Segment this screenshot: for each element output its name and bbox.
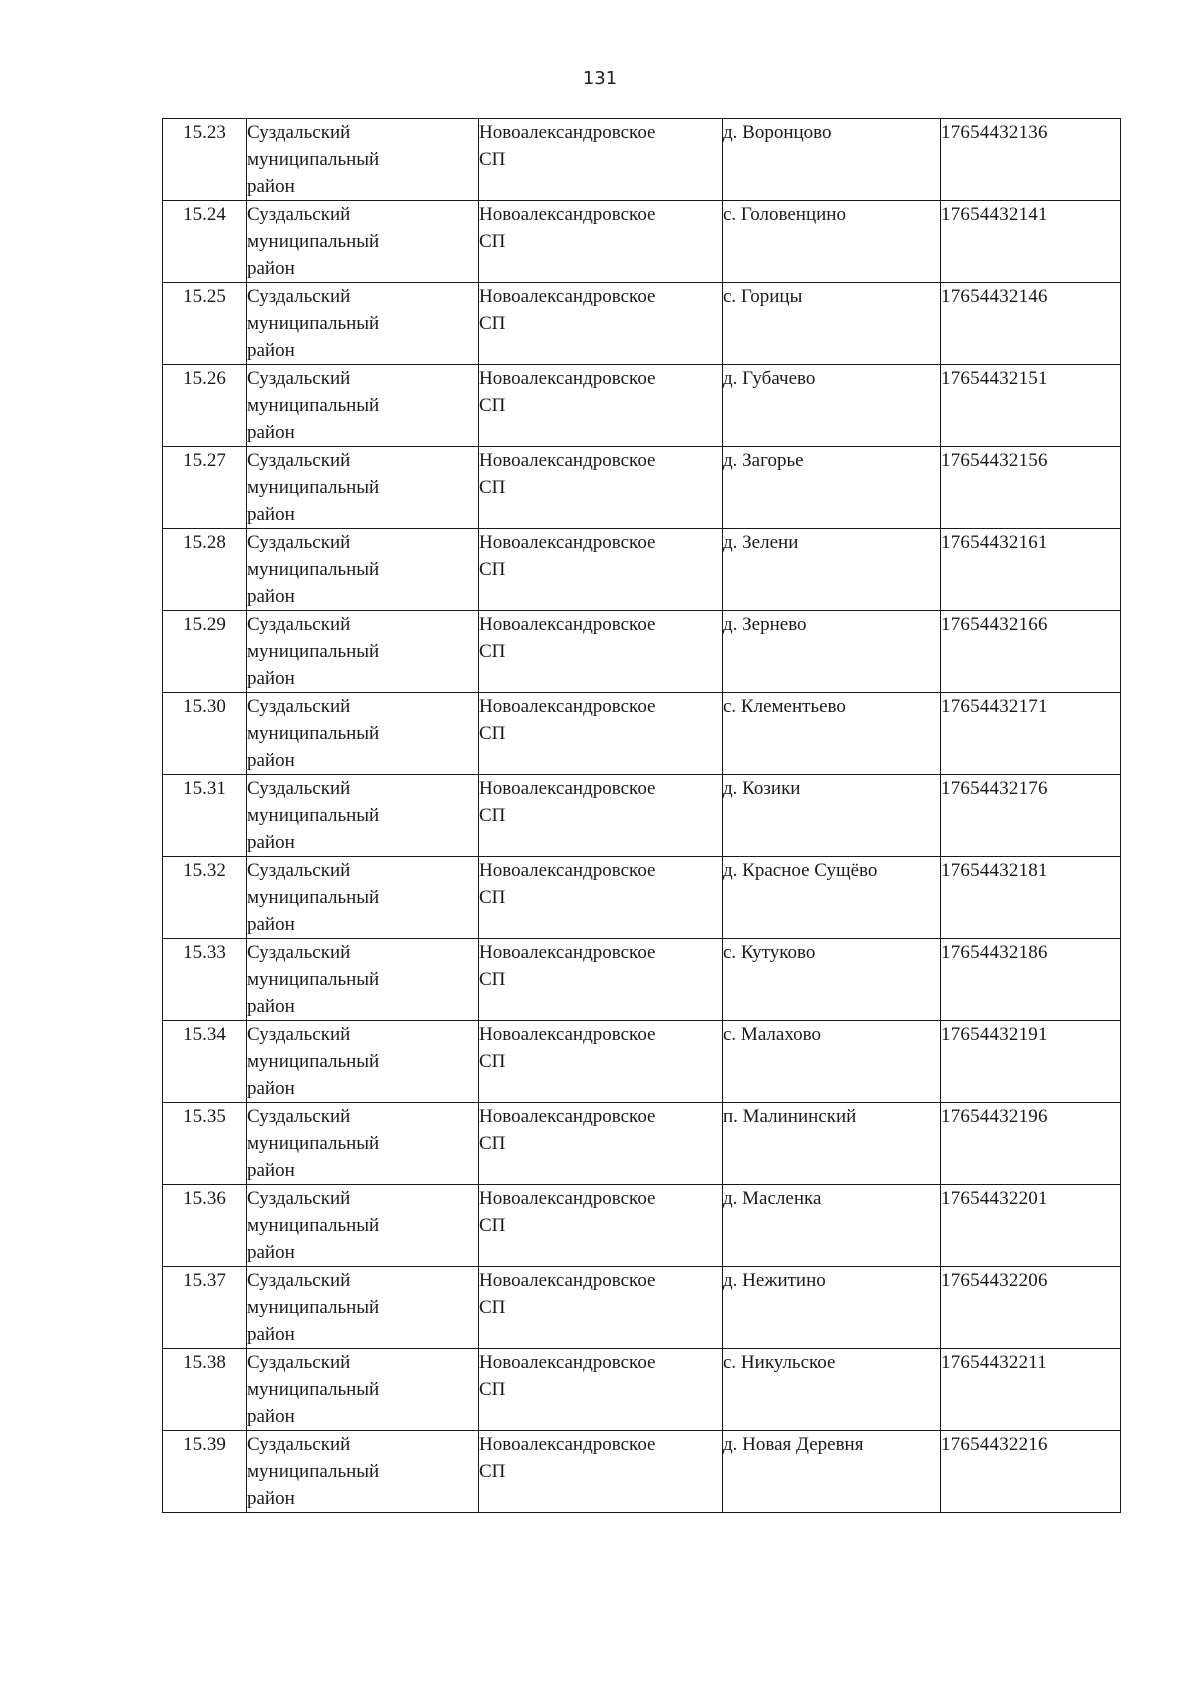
district-cell [247, 447, 479, 529]
locality-cell: с. Малахово [723, 1021, 941, 1103]
settlement-line: Новоалександровское [479, 696, 656, 717]
settlement-line: Новоалександровское [479, 450, 656, 471]
settlement-line: СП [479, 149, 506, 170]
table-row [163, 857, 1121, 939]
table-row [163, 447, 1121, 529]
locality-cell: д. Новая Деревня [723, 1431, 941, 1513]
settlement-cell [479, 119, 723, 201]
district-line: муниципальный [247, 969, 380, 990]
settlement-line: СП [479, 477, 506, 498]
table-row [163, 1349, 1121, 1431]
row-number-cell: 15.23 [163, 119, 247, 201]
oktmo-code-cell: 17654432166 [941, 611, 1121, 693]
district-cell [247, 857, 479, 939]
district-line: муниципальный [247, 477, 380, 498]
district-cell [247, 1267, 479, 1349]
table-row [163, 1103, 1121, 1185]
oktmo-code-cell: 17654432156 [941, 447, 1121, 529]
locality-cell: п. Малининский [723, 1103, 941, 1185]
locality-cell: с. Горицы [723, 283, 941, 365]
district-line: Суздальский [247, 1188, 351, 1209]
district-line: Суздальский [247, 614, 351, 635]
locality-cell: д. Красное Сущёво [723, 857, 941, 939]
settlement-line: СП [479, 231, 506, 252]
settlement-cell [479, 857, 723, 939]
row-number-cell: 15.35 [163, 1103, 247, 1185]
district-cell [247, 693, 479, 775]
district-cell [247, 1021, 479, 1103]
district-cell [247, 1431, 479, 1513]
locality-cell: д. Воронцово [723, 119, 941, 201]
settlement-cell [479, 283, 723, 365]
district-line: Суздальский [247, 368, 351, 389]
district-line: муниципальный [247, 723, 380, 744]
district-line: Суздальский [247, 1434, 351, 1455]
district-line: район [247, 1160, 295, 1181]
oktmo-code-cell: 17654432141 [941, 201, 1121, 283]
district-line: муниципальный [247, 887, 380, 908]
settlement-line: СП [479, 313, 506, 334]
district-line: район [247, 1488, 295, 1509]
settlement-line: Новоалександровское [479, 1024, 656, 1045]
oktmo-code-cell: 17654432181 [941, 857, 1121, 939]
oktmo-code-cell: 17654432151 [941, 365, 1121, 447]
locality-cell: д. Зернево [723, 611, 941, 693]
district-line: район [247, 586, 295, 607]
table-body [163, 119, 1121, 1513]
district-line: район [247, 914, 295, 935]
district-line: Суздальский [247, 1024, 351, 1045]
locality-cell: с. Клементьево [723, 693, 941, 775]
district-line: Суздальский [247, 1352, 351, 1373]
district-line: муниципальный [247, 1051, 380, 1072]
table-row [163, 529, 1121, 611]
settlement-line: Новоалександровское [479, 368, 656, 389]
settlement-cell [479, 1349, 723, 1431]
district-line: район [247, 750, 295, 771]
settlement-line: Новоалександровское [479, 532, 656, 553]
locality-cell: д. Козики [723, 775, 941, 857]
district-line: муниципальный [247, 805, 380, 826]
settlement-line: Новоалександровское [479, 614, 656, 635]
district-line: район [247, 176, 295, 197]
settlement-line: СП [479, 1297, 506, 1318]
district-cell [247, 529, 479, 611]
district-cell [247, 1185, 479, 1267]
settlement-cell [479, 693, 723, 775]
district-line: муниципальный [247, 1297, 380, 1318]
district-cell [247, 283, 479, 365]
settlement-cell [479, 447, 723, 529]
settlement-line: СП [479, 1133, 506, 1154]
district-line: район [247, 1406, 295, 1427]
row-number-cell: 15.30 [163, 693, 247, 775]
settlement-line: СП [479, 1461, 506, 1482]
row-number-cell: 15.33 [163, 939, 247, 1021]
row-number-cell: 15.36 [163, 1185, 247, 1267]
district-line: Суздальский [247, 1270, 351, 1291]
settlement-line: Новоалександровское [479, 286, 656, 307]
row-number-cell: 15.28 [163, 529, 247, 611]
district-line: муниципальный [247, 231, 380, 252]
table-row [163, 693, 1121, 775]
table-row [163, 283, 1121, 365]
row-number-cell: 15.32 [163, 857, 247, 939]
settlement-cell [479, 529, 723, 611]
row-number-cell: 15.39 [163, 1431, 247, 1513]
district-line: район [247, 1242, 295, 1263]
settlement-line: СП [479, 559, 506, 580]
district-line: муниципальный [247, 1379, 380, 1400]
oktmo-code-cell: 17654432211 [941, 1349, 1121, 1431]
district-line: район [247, 996, 295, 1017]
district-cell [247, 119, 479, 201]
district-cell [247, 1103, 479, 1185]
settlement-line: Новоалександровское [479, 1434, 656, 1455]
settlement-cell [479, 1103, 723, 1185]
locality-cell: д. Губачево [723, 365, 941, 447]
district-line: Суздальский [247, 204, 351, 225]
district-cell [247, 201, 479, 283]
district-cell [247, 775, 479, 857]
district-line: район [247, 1078, 295, 1099]
district-line: муниципальный [247, 641, 380, 662]
row-number-cell: 15.38 [163, 1349, 247, 1431]
locality-cell: д. Нежитино [723, 1267, 941, 1349]
district-line: район [247, 1324, 295, 1345]
settlement-line: СП [479, 1051, 506, 1072]
district-cell [247, 939, 479, 1021]
district-line: Суздальский [247, 942, 351, 963]
locality-cell: с. Никульское [723, 1349, 941, 1431]
settlement-line: Новоалександровское [479, 122, 656, 143]
oktmo-code-cell: 17654432206 [941, 1267, 1121, 1349]
district-line: муниципальный [247, 1215, 380, 1236]
locality-cell: с. Головенцино [723, 201, 941, 283]
settlement-cell [479, 1267, 723, 1349]
settlement-line: Новоалександровское [479, 1106, 656, 1127]
settlement-line: Новоалександровское [479, 942, 656, 963]
district-line: муниципальный [247, 1461, 380, 1482]
district-line: Суздальский [247, 696, 351, 717]
locality-cell: д. Масленка [723, 1185, 941, 1267]
oktmo-code-cell: 17654432186 [941, 939, 1121, 1021]
district-line: Суздальский [247, 450, 351, 471]
district-line: район [247, 258, 295, 279]
oktmo-code-cell: 17654432146 [941, 283, 1121, 365]
settlement-cell [479, 611, 723, 693]
settlement-line: Новоалександровское [479, 778, 656, 799]
row-number-cell: 15.34 [163, 1021, 247, 1103]
settlement-line: СП [479, 1215, 506, 1236]
district-line: муниципальный [247, 559, 380, 580]
oktmo-code-cell: 17654432171 [941, 693, 1121, 775]
oktmo-code-cell: 17654432191 [941, 1021, 1121, 1103]
settlement-line: СП [479, 395, 506, 416]
table-row [163, 939, 1121, 1021]
settlement-line: СП [479, 641, 506, 662]
settlement-line: Новоалександровское [479, 1352, 656, 1373]
row-number-cell: 15.26 [163, 365, 247, 447]
district-line: район [247, 504, 295, 525]
table-row [163, 365, 1121, 447]
district-line: муниципальный [247, 313, 380, 334]
row-number-cell: 15.27 [163, 447, 247, 529]
settlements-table [162, 118, 1121, 1513]
district-line: муниципальный [247, 149, 380, 170]
settlement-cell [479, 201, 723, 283]
table-row [163, 201, 1121, 283]
district-cell [247, 611, 479, 693]
oktmo-code-cell: 17654432201 [941, 1185, 1121, 1267]
settlement-line: СП [479, 723, 506, 744]
table-row [163, 1185, 1121, 1267]
settlement-line: Новоалександровское [479, 860, 656, 881]
oktmo-code-cell: 17654432136 [941, 119, 1121, 201]
district-line: муниципальный [247, 395, 380, 416]
district-line: Суздальский [247, 122, 351, 143]
district-line: муниципальный [247, 1133, 380, 1154]
district-cell [247, 365, 479, 447]
settlement-line: СП [479, 805, 506, 826]
row-number-cell: 15.29 [163, 611, 247, 693]
district-line: район [247, 422, 295, 443]
table-row [163, 119, 1121, 201]
row-number-cell: 15.24 [163, 201, 247, 283]
settlement-cell [479, 1431, 723, 1513]
oktmo-code-cell: 17654432196 [941, 1103, 1121, 1185]
settlement-line: СП [479, 969, 506, 990]
table-row [163, 1431, 1121, 1513]
page-number: 131 [582, 68, 618, 89]
settlement-cell [479, 939, 723, 1021]
district-line: район [247, 668, 295, 689]
district-line: Суздальский [247, 532, 351, 553]
table-row [163, 1021, 1121, 1103]
oktmo-code-cell: 17654432216 [941, 1431, 1121, 1513]
settlement-line: СП [479, 887, 506, 908]
district-line: район [247, 832, 295, 853]
district-line: Суздальский [247, 778, 351, 799]
settlement-cell [479, 1185, 723, 1267]
settlement-cell [479, 775, 723, 857]
row-number-cell: 15.37 [163, 1267, 247, 1349]
settlement-line: Новоалександровское [479, 1188, 656, 1209]
locality-cell: д. Загорье [723, 447, 941, 529]
oktmo-code-cell: 17654432161 [941, 529, 1121, 611]
table-row [163, 611, 1121, 693]
settlement-line: Новоалександровское [479, 204, 656, 225]
table-row [163, 1267, 1121, 1349]
row-number-cell: 15.25 [163, 283, 247, 365]
locality-cell: с. Кутуково [723, 939, 941, 1021]
district-line: район [247, 340, 295, 361]
settlement-cell [479, 1021, 723, 1103]
district-line: Суздальский [247, 860, 351, 881]
district-line: Суздальский [247, 1106, 351, 1127]
district-cell [247, 1349, 479, 1431]
row-number-cell: 15.31 [163, 775, 247, 857]
settlement-line: СП [479, 1379, 506, 1400]
settlement-line: Новоалександровское [479, 1270, 656, 1291]
district-line: Суздальский [247, 286, 351, 307]
table-row [163, 775, 1121, 857]
locality-cell: д. Зелени [723, 529, 941, 611]
oktmo-code-cell: 17654432176 [941, 775, 1121, 857]
settlement-cell [479, 365, 723, 447]
